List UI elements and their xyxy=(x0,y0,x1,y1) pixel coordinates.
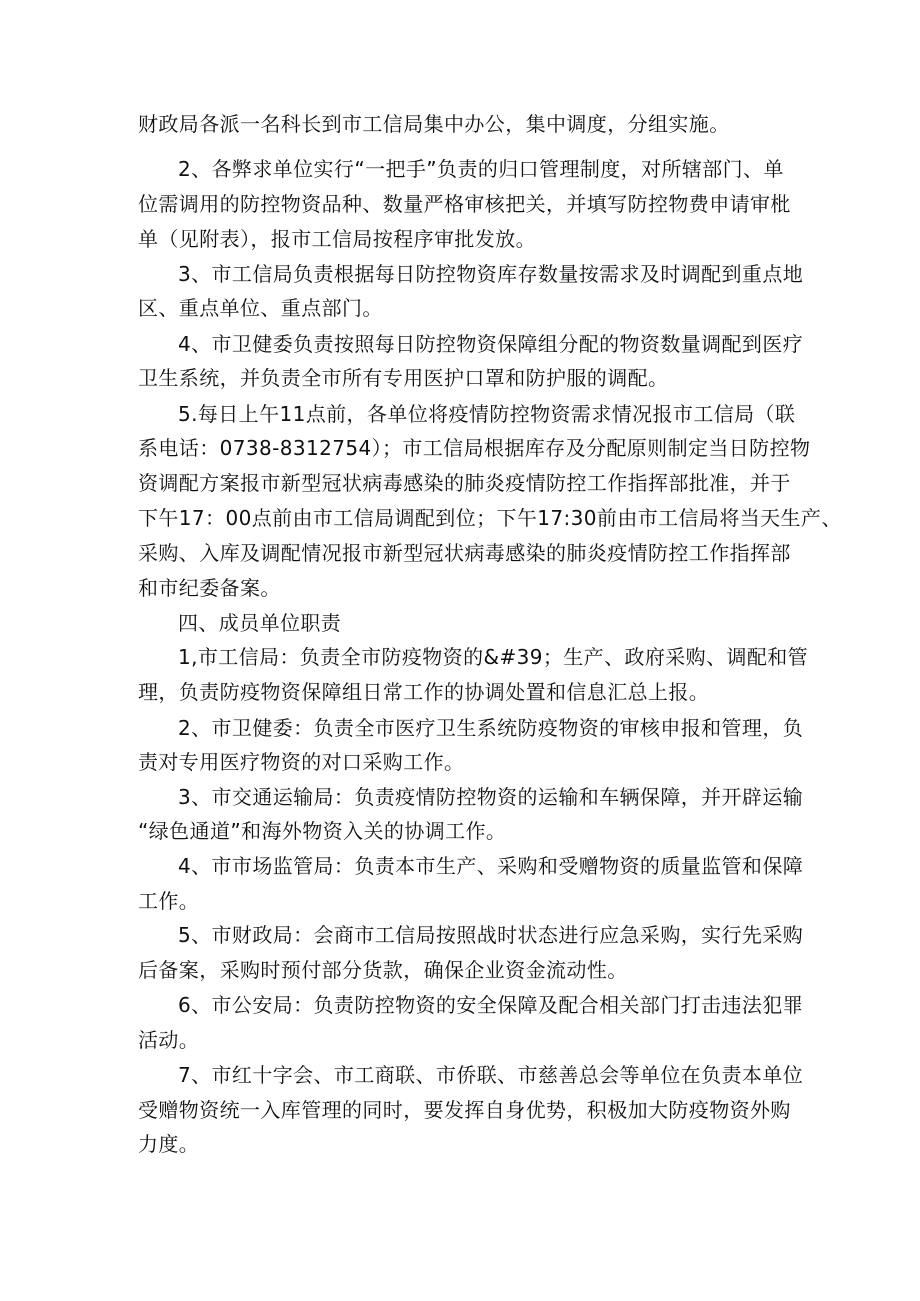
text-line: “绿色通道”和海外物资入关的协调工作。 xyxy=(138,819,507,843)
text-line: 5、市财政局：会商市工信局按照战时状态进行应急采购，实行先采购 xyxy=(178,923,804,947)
text-line: 单（见附表），报市工信局按程序审批发放。 xyxy=(138,227,536,251)
text-line: 5.每日上午11点前，各单位将疫情防控物资需求情况报市工信局（联 xyxy=(178,402,796,426)
text-line: 系电话：0738-8312754）；市工信局根据库存及分配原则制定当日防控物 xyxy=(138,436,811,460)
text-line: 卫生系统，并负责全市所有专用医护口罩和防护服的调配。 xyxy=(138,366,669,390)
text-line: 受赠物资统一入库管理的同时，要发挥自身优势，积极加大防疫物资外购 xyxy=(138,1098,791,1122)
text-line: 4、市市场监管局：负责本市生产、采购和受赠物资的质量监管和保障 xyxy=(178,854,804,878)
text-line: 2、市卫健委：负责全市医疗卫生系统防疫物资的审核申报和管理，负 xyxy=(178,716,804,740)
text-line: 责对专用医疗物资的对口采购工作。 xyxy=(138,750,465,774)
text-line: 理，负责防疫物资保障组日常工作的协调处置和信息汇总上报。 xyxy=(138,680,710,704)
text-line: 下午17：00点前由市工信局调配到位；下午17:30前由市工信局将当天生产、 xyxy=(138,506,842,530)
text-line: 后备案，采购时预付部分货款，确保企业资金流动性。 xyxy=(138,958,628,982)
text-line: 和市纪委备案。 xyxy=(138,576,281,600)
text-line: 7、市红十字会、市工商联、市侨联、市慈善总会等单位在负责本单位 xyxy=(178,1063,804,1087)
text-line: 资调配方案报市新型冠状病毒感染的肺炎疫情防控工作指挥部批准，并于 xyxy=(138,471,791,495)
text-line: 3、市交通运输局：负责疫情防控物资的运输和车辆保障，并开辟运输 xyxy=(178,785,804,809)
text-line: 2、各弊求单位实行“一把手”负责的归口管理制度，对所辖部门、单 xyxy=(178,157,784,181)
section-heading: 四、成员单位职责 xyxy=(178,611,342,635)
text-line: 1,市工信局：负责全市防疫物资的&#39；生产、政府采购、调配和管 xyxy=(178,645,809,669)
text-line: 活动。 xyxy=(138,1028,200,1052)
text-line: 采购、入库及调配情况报市新型冠状病毒感染的肺炎疫情防控工作指挥部 xyxy=(138,541,791,565)
text-line: 力度。 xyxy=(138,1132,200,1156)
text-line: 位需调用的防控物资品种、数量严格审核把关，并填写防控物费申请审枇 xyxy=(138,192,791,216)
text-line: 工作。 xyxy=(138,889,200,913)
text-line: 区、重点单位、重点部门。 xyxy=(138,296,383,320)
text-line: 财政局各派一名科长到市工信局集中办公，集中调度，分组实施。 xyxy=(138,112,730,136)
text-line: 4、市卫健委负责按照每日防控物资保障组分配的物资数量调配到医疗 xyxy=(178,332,804,356)
text-line: 3、市工信局负责根据每日防控物资库存数量按需求及时调配到重点地 xyxy=(178,262,804,286)
text-line: 6、市公安局：负责防控物资的安全保障及配合相关部门打击违法犯罪 xyxy=(178,993,804,1017)
